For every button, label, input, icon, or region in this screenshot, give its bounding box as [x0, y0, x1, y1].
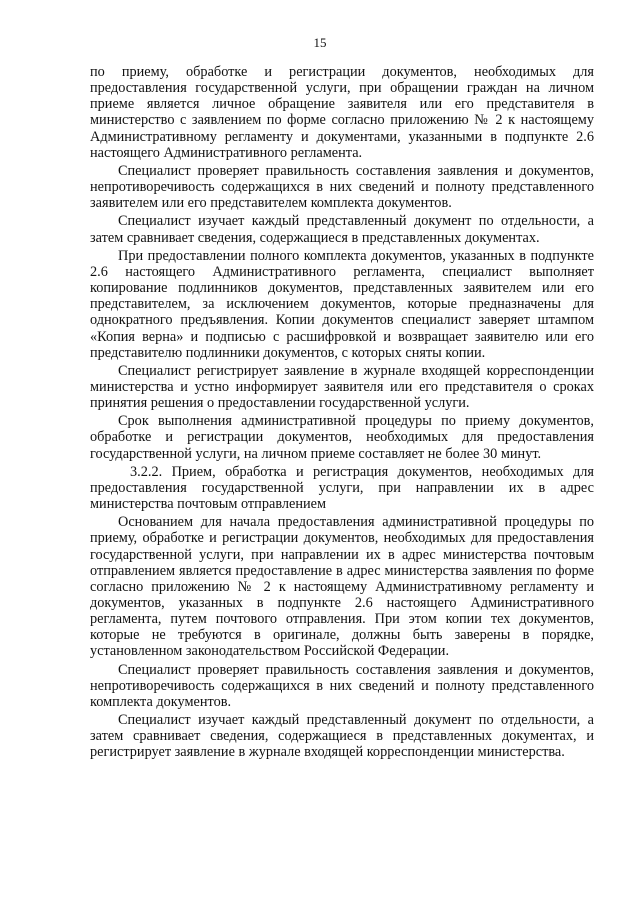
- paragraph-3: Специалист изучает каждый представленный документ по отдельности, а затем сравнивает сведения, содержащиеся в представленных документах.: [90, 213, 594, 246]
- page-number: 15: [313, 35, 327, 50]
- paragraph-6: Срок выполнения административной процедуры по приему документов, обработке и регистрации документов, необходимых для предоставления государственной услуги, на личном приеме составляет не более 30 минут.: [90, 413, 594, 462]
- paragraph-1: по приему, обработке и регистрации документов, необходимых для предоставления государственной услуги, при обращении граждан на личном приеме является личное обращение заявителя или его представителя в министерство с заявлением по форме согласно приложению № 2 к настоящему Административному регламенту и документами, указанными в подпункте 2.6 настоящего Административного регламента.: [90, 64, 594, 161]
- document-body: [90, 64, 594, 763]
- paragraph-4: При предоставлении полного комплекта документов, указанных в подпункте 2.6 настоящего Административного регламента, специалист выполняет копирование подлинников документов, представленных заявителем или его представителем, за исключением документов, которые предназначены для однократного предъявления. Копии документов специалист заверяет штампом «Копия верна» и подписью с расшифровкой и возвращает заявителю или его представителю подлинники документов, с которых сняты копии.: [90, 247, 594, 361]
- paragraph-5: Специалист регистрирует заявление в журнале входящей корреспонденции министерства и устно информирует заявителя или его представителя о сроках принятия решения о предоставлении государственной услуги.: [90, 362, 594, 412]
- paragraph-9: Специалист проверяет правильность составления заявления и документов, непротиворечивость содержащихся в них сведений и полноту представленного комплекта документов.: [90, 661, 594, 710]
- subsection-heading-3-2-2: 3.2.2. Прием, обработка и регистрация документов, необходимых для предоставления государственной услуги, при направлении их в адрес министерства почтовым отправлением: [90, 463, 594, 513]
- paragraph-8: Основанием для начала предоставления административной процедуры по приему, обработке и регистрации документов, необходимых для предоставления государственной услуги, при направлении их в адрес министерства почтовым отправлением является предоставление в адрес министерства заявления по форме согласно приложению № 2 к настоящему Административному регламенту и документов, указанных в подпункте 2.6 настоящего Административного регламента, путем почтового отправления. При этом копии тех документов, которые не требуются в оригинале, должны быть заверены в порядке, установленном законодательством Российской Федерации.: [90, 514, 594, 660]
- paragraph-2: Специалист проверяет правильность составления заявления и документов, непротиворечивость содержащихся в них сведений и полноту представленного заявителем или его представителем комплекта документов.: [90, 162, 594, 212]
- paragraph-10: Специалист изучает каждый представленный документ по отдельности, а затем сравнивает сведения, содержащиеся в представленных документах, и регистрирует заявление в журнале входящей корреспонденции министерства.: [90, 712, 594, 761]
